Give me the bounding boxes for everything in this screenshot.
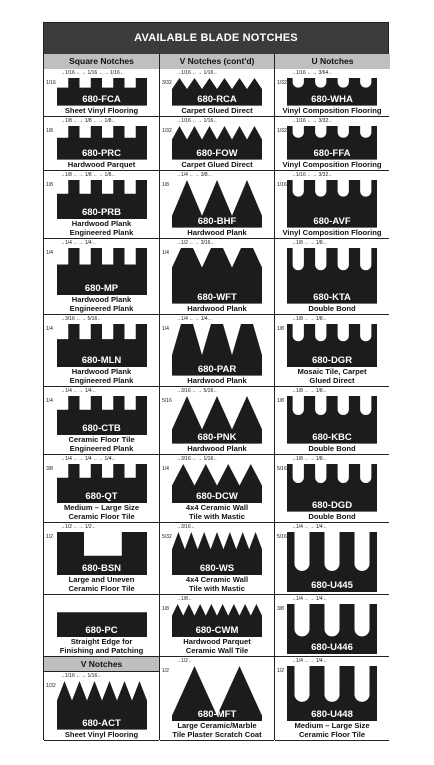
notch-depth-label: 1/8 xyxy=(162,606,169,612)
notch-profile-icon xyxy=(57,180,147,219)
notch-dimension-labels: →1/16 ←→ 3/32← xyxy=(291,118,334,124)
notch-cell xyxy=(275,171,389,239)
notch-profile-icon xyxy=(287,126,377,160)
notch-application: 4x4 Ceramic Wall Tile with Mastic xyxy=(185,575,249,593)
notch-code: 680-WS xyxy=(199,563,235,575)
notch-code: 680-ACT xyxy=(82,717,121,729)
notch-cell xyxy=(275,387,389,455)
notch-dimension-labels: →1/16 ←→ 1/16← xyxy=(176,118,219,124)
notch-dimension-labels: →1/4 ←→ 1/4← xyxy=(60,388,97,394)
notch-depth-label: 1/4 xyxy=(162,466,169,472)
notch-cell xyxy=(44,595,159,657)
notch-application: Double Bond xyxy=(308,303,356,313)
notch-profile-icon xyxy=(287,396,377,444)
notch-dimension-labels: →1/2 ←→ 3/16← xyxy=(176,240,216,246)
notch-cell xyxy=(160,595,274,657)
notch-depth-label: 1/32 xyxy=(277,128,287,134)
header-square-notches: Square Notches xyxy=(44,54,160,69)
notch-cell xyxy=(44,523,159,595)
notch-code: 680-CWM xyxy=(195,625,239,637)
notch-cell xyxy=(44,171,159,239)
notch-profile-icon xyxy=(287,78,377,106)
notch-application: Double Bond xyxy=(308,443,356,453)
notch-depth-label: 1/8 xyxy=(277,398,284,404)
notch-profile-icon xyxy=(57,396,147,435)
notch-dimension-labels: →1/8← xyxy=(176,596,193,602)
notch-profile-icon xyxy=(57,126,147,160)
notch-dimension-labels: →1/16 ←→ 3/32← xyxy=(291,172,334,178)
notch-depth-label: 5/16 xyxy=(162,398,172,404)
notch-profile-icon xyxy=(172,78,262,106)
notch-cell xyxy=(160,523,274,595)
notch-application: Ceramic Floor Tile Engineered Plank xyxy=(68,435,135,453)
notch-application: Large and Uneven Ceramic Floor Tile xyxy=(68,575,135,593)
notch-dimension-labels: →1/2 ←→ 1/2← xyxy=(60,524,97,530)
notch-application: Double Bond xyxy=(308,511,356,521)
notch-code: 680-WHA xyxy=(311,93,353,105)
notch-code: 680-PC xyxy=(85,625,118,637)
notch-application: Hardwood Parquet Ceramic Wall Tile xyxy=(183,637,251,655)
notch-dimension-labels: →3/16 ←→ 5/16← xyxy=(176,388,219,394)
notch-profile-icon xyxy=(172,248,262,304)
notch-application: Hardwood Plank xyxy=(187,375,247,385)
notch-dimension-labels: →1/4 ←→ 1/4← xyxy=(291,658,328,664)
notch-application: Sheet Vinyl Flooring xyxy=(64,729,139,739)
notch-dimension-labels: →3/16 ←→ 1/16← xyxy=(176,456,219,462)
notch-cell xyxy=(44,455,159,523)
notch-depth-label: 5/32 xyxy=(162,534,172,540)
notch-depth-label: 1/32 xyxy=(277,80,287,86)
notch-application: Mosaic Tile, Carpet Glued Direct xyxy=(297,367,367,385)
notch-depth-label: 1/4 xyxy=(46,326,53,332)
notch-profile-icon xyxy=(57,78,147,106)
notch-application: Hardwood Plank Engineered Plank xyxy=(69,219,134,237)
notch-cell xyxy=(275,239,389,315)
chart-title: AVAILABLE BLADE NOTCHES xyxy=(44,23,388,54)
notch-dimension-labels: →1/4 ←→ 1/4← xyxy=(176,316,213,322)
notch-profile-icon xyxy=(57,324,147,367)
notch-cell xyxy=(160,455,274,523)
notch-dimension-labels: →3/16 ←→ 5/16← xyxy=(60,316,103,322)
notch-depth-label: 1/8 xyxy=(162,182,169,188)
notch-code: 680-PRB xyxy=(81,207,122,219)
notch-application: Straight Edge for Finishing and Patching xyxy=(59,637,144,655)
notch-application: Carpet Glued Direct xyxy=(181,159,253,169)
notch-code: 680-MFT xyxy=(197,709,237,721)
notch-cell xyxy=(44,239,159,315)
notch-dimension-labels: →1/16 ←→ 3/64← xyxy=(291,70,334,76)
notch-profile-icon xyxy=(57,532,147,575)
header-v-notches: V Notches xyxy=(44,657,159,672)
notch-code: 680-DGD xyxy=(311,499,353,511)
notch-dimension-labels: →1/4 ←→ 1/4 ←→ 1/4← xyxy=(60,456,117,462)
notch-dimension-labels: →1/16 ←→ 1/16← xyxy=(60,673,103,679)
notch-application: Hardwood Plank xyxy=(187,227,247,237)
notch-depth-label: 1/4 xyxy=(162,326,169,332)
notch-code: 680-DGR xyxy=(311,355,353,367)
notch-dimension-labels: →1/8 ←→ 1/8← xyxy=(291,456,328,462)
notch-code: 680-U448 xyxy=(311,709,353,721)
notch-cell xyxy=(160,117,274,171)
notch-dimension-labels: →1/2← xyxy=(176,658,193,664)
notch-cell xyxy=(275,117,389,171)
notch-dimension-labels: →1/4 ←→ 3/8← xyxy=(176,172,213,178)
notch-depth-label: 1/4 xyxy=(162,250,169,256)
notch-dimension-labels: →1/4 ←→ 1/4← xyxy=(291,524,328,530)
notch-profile-icon xyxy=(57,681,147,730)
notch-profile-icon xyxy=(172,464,262,503)
notch-profile-icon xyxy=(287,180,377,228)
notch-profile-icon xyxy=(287,464,377,512)
notch-code: 680-FOW xyxy=(196,147,238,159)
notch-code: 680-KBC xyxy=(312,431,352,443)
notch-cell xyxy=(275,595,389,657)
notch-code: 680-QT xyxy=(85,491,118,503)
notch-profile-icon xyxy=(287,604,377,654)
notch-dimension-labels: →1/8 ←→ 1/8 ←→ 1/8← xyxy=(60,118,117,124)
notch-cell xyxy=(44,117,159,171)
notch-dimension-labels: →1/8 ←→ 1/8← xyxy=(291,388,328,394)
notch-application: Vinyl Composition Flooring xyxy=(282,105,382,115)
notch-depth-label: 5/16 xyxy=(277,534,287,540)
notch-depth-label: 3/8 xyxy=(277,606,284,612)
notch-cell xyxy=(275,455,389,523)
notch-depth-label: 1/32 xyxy=(46,683,56,689)
notch-depth-label: 1/4 xyxy=(46,250,53,256)
notch-depth-label: 1/16 xyxy=(277,182,287,188)
notch-profile-icon xyxy=(172,532,262,575)
header-u-notches: U Notches xyxy=(275,54,390,69)
notch-profile-icon xyxy=(287,666,377,721)
notch-application: 4x4 Ceramic Wall Tile with Mastic xyxy=(185,503,249,521)
notch-code: 680-RCA xyxy=(197,93,237,105)
notch-profile-icon xyxy=(172,324,262,376)
notch-code: 680-WFT xyxy=(197,291,237,303)
notch-depth-label: 1/2 xyxy=(277,668,284,674)
notch-code: 680-MP xyxy=(84,283,119,295)
notch-dimension-labels: →3/16← xyxy=(176,524,196,530)
notch-profile-icon xyxy=(172,396,262,444)
notch-cell xyxy=(275,523,389,595)
notch-profile-icon xyxy=(287,532,377,592)
notch-depth-label: 1/32 xyxy=(162,128,172,134)
notch-application: Vinyl Composition Flooring xyxy=(282,159,382,169)
notch-application: Vinyl Composition Flooring xyxy=(282,227,382,237)
notch-application: Hardwood Plank xyxy=(187,443,247,453)
notch-profile-icon xyxy=(172,180,262,228)
notch-application: Large Ceramic/Marble Tile Plaster Scratch Coat xyxy=(172,721,262,739)
notch-cell xyxy=(44,657,159,741)
notch-cell xyxy=(44,387,159,455)
notch-profile-icon xyxy=(57,248,147,295)
notch-application: Hardwood Parquet xyxy=(67,159,136,169)
notch-application: Carpet Glued Direct xyxy=(181,105,253,115)
notch-profile-icon xyxy=(172,604,262,637)
notch-code: 680-PAR xyxy=(197,363,237,375)
notch-cell xyxy=(160,657,274,741)
notch-code: 680-PNK xyxy=(197,431,237,443)
notch-depth-label: 1/8 xyxy=(46,182,53,188)
notch-profile-icon xyxy=(287,248,377,304)
notch-cell xyxy=(275,69,389,117)
notch-application: Hardwood Plank Engineered Plank xyxy=(69,367,134,385)
notch-code: 680-PRC xyxy=(81,147,122,159)
notch-cell xyxy=(44,69,159,117)
notch-depth-label: 1/16 xyxy=(46,80,56,86)
notch-dimension-labels: →1/8 ←→ 1/8 ←→ 1/8← xyxy=(60,172,117,178)
notch-depth-label: 1/2 xyxy=(46,534,53,540)
notch-dimension-labels: →1/16 ←→ 1/16← xyxy=(176,70,219,76)
notch-application: Hardwood Plank xyxy=(187,303,247,313)
notch-code: 680-FCA xyxy=(82,93,121,105)
notch-dimension-labels: →1/8 ←→ 1/8← xyxy=(291,316,328,322)
notch-code: 680-DCW xyxy=(196,491,238,503)
notch-depth-label: 1/4 xyxy=(46,398,53,404)
notch-cell xyxy=(160,315,274,387)
notch-code: 680-BHF xyxy=(197,215,237,227)
notch-depth-label: 3/8 xyxy=(46,466,53,472)
notch-cell xyxy=(44,315,159,387)
notch-cell xyxy=(275,315,389,387)
notch-depth-label: 1/2 xyxy=(162,668,169,674)
notch-profile-icon xyxy=(57,604,147,637)
notch-application: Medium – Large Size Ceramic Floor Tile xyxy=(63,503,140,521)
blade-notch-chart xyxy=(43,22,389,740)
notch-code: 680-U446 xyxy=(311,642,353,653)
notch-depth-label: 1/8 xyxy=(277,326,284,332)
notch-code: 680-U445 xyxy=(311,580,353,591)
notch-cell xyxy=(160,239,274,315)
notch-profile-icon xyxy=(172,126,262,160)
notch-cell xyxy=(160,387,274,455)
notch-application: Sheet Vinyl Flooring xyxy=(64,105,139,115)
notch-cell xyxy=(160,171,274,239)
notch-code: 680-BSN xyxy=(81,563,122,575)
notch-code: 680-AVF xyxy=(313,215,351,227)
notch-code: 680-CTB xyxy=(82,423,121,435)
notch-profile-icon xyxy=(57,464,147,503)
header-v-notches-cont: V Notches (cont'd) xyxy=(160,54,275,69)
notch-code: 680-MLN xyxy=(81,355,122,367)
notch-profile-icon xyxy=(172,666,262,721)
notch-dimension-labels: →1/4 ←→ 1/4← xyxy=(60,240,97,246)
notch-cell xyxy=(275,657,389,741)
notch-code: 680-FFA xyxy=(313,147,351,159)
notch-application: Hardwood Plank Engineered Plank xyxy=(69,295,134,313)
notch-application: Medium – Large Size Ceramic Floor Tile xyxy=(294,721,370,739)
notch-depth-label: 1/8 xyxy=(46,128,53,134)
notch-code: 680-KTA xyxy=(313,291,351,303)
notch-dimension-labels: →1/4 ←→ 1/4← xyxy=(291,596,328,602)
notch-depth-label: 5/16 xyxy=(277,466,287,472)
notch-dimension-labels: →1/8 ←→ 1/8← xyxy=(291,240,328,246)
notch-dimension-labels: →1/16 ←→ 1/16 ←→ 1/16← xyxy=(60,70,125,76)
notch-cell xyxy=(160,69,274,117)
notch-profile-icon xyxy=(287,324,377,367)
notch-depth-label: 3/32 xyxy=(162,80,172,86)
